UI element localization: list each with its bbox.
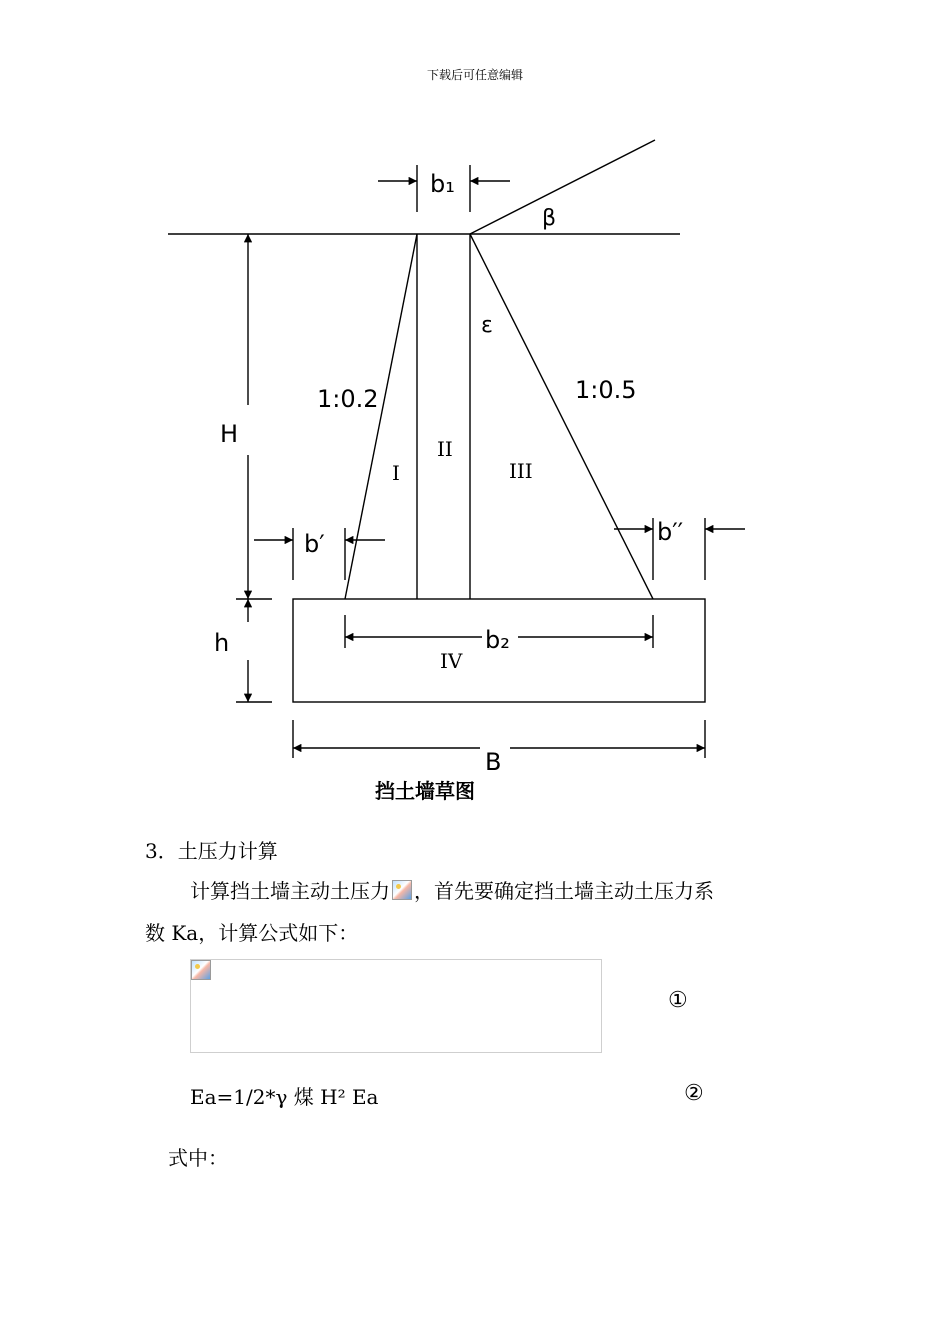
- diagram-caption: 挡土墙草图: [375, 779, 475, 803]
- label-b1: b₁: [430, 170, 455, 198]
- label-region-4: IV: [440, 649, 463, 673]
- broken-image-icon: [392, 880, 412, 900]
- label-b2: b₂: [485, 626, 510, 654]
- label-B: B: [485, 748, 502, 776]
- paragraph-line-2: 数 Ka，计算公式如下：: [145, 921, 359, 945]
- backfill-slope-line: [470, 140, 655, 234]
- label-region-2: II: [437, 437, 453, 461]
- wall-front-slope: [345, 234, 417, 599]
- wall-back-slope: [470, 234, 653, 599]
- header-note: 下载后可任意编辑: [426, 68, 523, 82]
- paragraph-line-1: [190, 876, 714, 906]
- label-b-prime: b′: [304, 530, 325, 558]
- paragraph-text-a: 计算挡土墙主动土压力: [190, 879, 390, 903]
- equation-1-number: ①: [668, 988, 688, 1013]
- broken-image-icon: [191, 960, 211, 980]
- label-b-double-prime: b′′: [657, 518, 684, 546]
- equation-2: Ea=1/2*γ 煤 H² Ea: [190, 1085, 379, 1109]
- paragraph-text-b: ，首先要确定挡土墙主动土压力系: [414, 879, 714, 903]
- label-region-1: I: [392, 461, 400, 485]
- label-region-3: III: [509, 459, 533, 483]
- label-epsilon: ε: [481, 313, 493, 338]
- label-slope-right: 1:0.5: [575, 376, 637, 404]
- label-slope-left: 1:0.2: [317, 385, 379, 413]
- label-beta: β: [542, 206, 557, 231]
- formula-image-placeholder: [190, 959, 602, 1053]
- equation-2-number: ②: [684, 1081, 704, 1106]
- label-h: h: [214, 629, 230, 657]
- label-H: H: [220, 420, 239, 448]
- section-heading: 3．土压力计算: [145, 839, 278, 863]
- where-label: 式中：: [168, 1146, 228, 1170]
